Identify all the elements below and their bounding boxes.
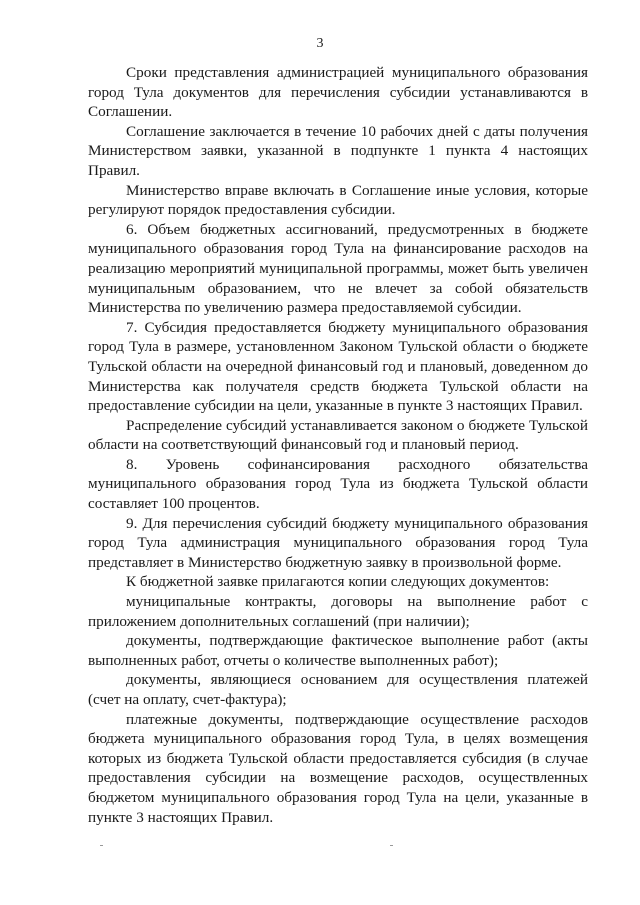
scan-mark-left (100, 845, 103, 846)
paragraph-attached-documents: К бюджетной заявке прилагаются копии следующих документов: (126, 573, 550, 591)
paragraph-agreement-conclusion: Соглашение заключается в течение 10 рабочих дней с даты получения Министерством заявки, указанной в подпункте 1 пункта 4 настоящих Правил. (88, 122, 588, 179)
paragraph-agreement-conditions: Министерство вправе включать в Соглашение иные условия, которые регулируют порядок предоставления субсидии. (88, 181, 588, 219)
paragraph-item-9: 9. Для перечисления субсидий бюджету муниципального образования город Тула администрация муниципального образования город Тула представляет в Министерство бюджетную заявку в произвольной форме. (88, 514, 588, 571)
paragraph-work-confirmation: документы, подтверждающие фактическое выполнение работ (акты выполненных работ, отчеты о количестве выполненных работ); (88, 632, 588, 669)
document-body (88, 63, 588, 827)
paragraph-submission-deadlines: Сроки представления администрацией муниципального образования город Тула документов для перечисления субсидии устанавливаются в Соглашении. (88, 64, 588, 121)
paragraph-item-6: 6. Объем бюджетных ассигнований, предусмотренных в бюджете муниципального образования город Тула на финансирование расходов на реализацию мероприятий муниципальной программы, может быть увеличен муниципальным образованием, что не влечет за собой обязательств Министерства по увеличению размера предоставляемой субсидии. (88, 220, 588, 317)
scan-mark-right (390, 845, 393, 846)
paragraph-payment-documents: платежные документы, подтверждающие осуществление расходов бюджета муниципального образования город Тула, в целях возмещения которых из бюджета Тульской области предоставляется субсидия (в случае предоставления субсидии на возмещение расходов, осуществленных бюджетом муниципального образования город Тула на цели, указанные в пункте 3 настоящих Правил. (88, 710, 588, 826)
paragraph-contracts: муниципальные контракты, договоры на выполнение работ с приложением дополнительных соглашений (при наличии); (88, 593, 588, 630)
paragraph-payment-basis: документы, являющиеся основанием для осуществления платежей (счет на оплату, счет-фактура); (88, 671, 588, 708)
paragraph-subsidy-distribution: Распределение субсидий устанавливается законом о бюджете Тульской области на соответствующий финансовый год и плановый период. (88, 416, 588, 454)
paragraph-item-7: 7. Субсидия предоставляется бюджету муниципального образования город Тула в размере, установленном Законом Тульской области о бюджете Тульской области на очередной финансовый год и плановый, доведенном до Министерства как получателя средств бюджета Тульской области на предоставление субсидии на цели, указанные в пункте 3 настоящих Правил. (88, 318, 588, 415)
page-number: 3 (316, 36, 324, 51)
paragraph-item-8: 8. Уровень софинансирования расходного обязательства муниципального образования город Тула из бюджета Тульской области составляет 100 процентов. (88, 455, 588, 513)
